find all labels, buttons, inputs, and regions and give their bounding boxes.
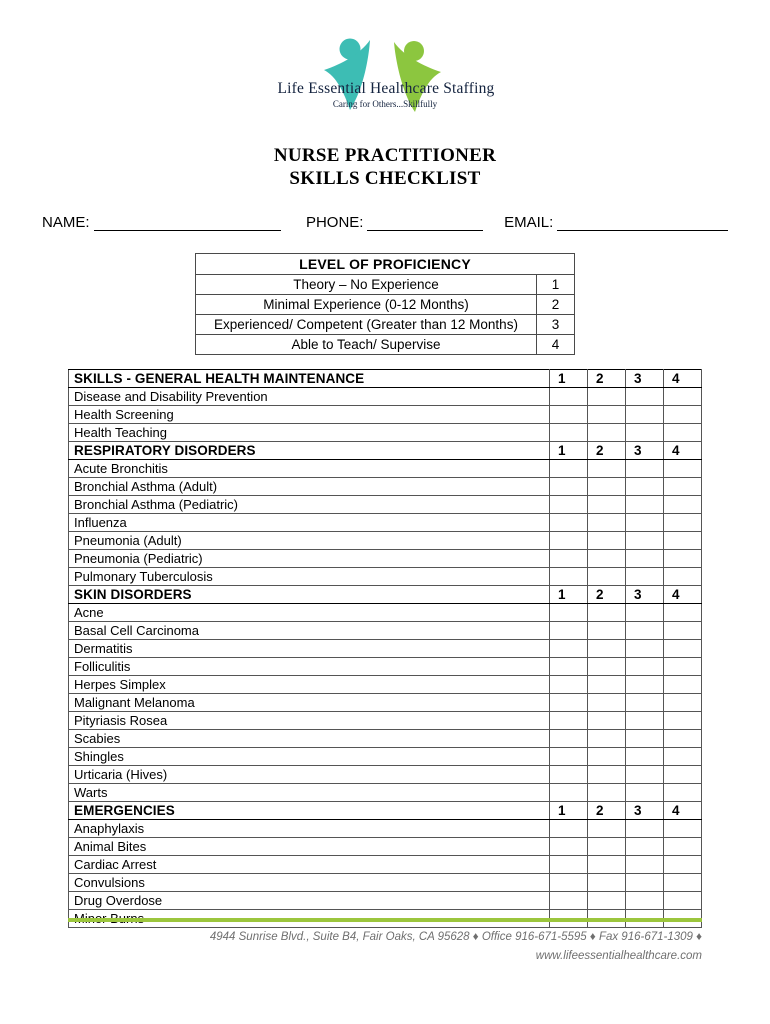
proficiency-level: 2 (537, 295, 575, 315)
phone-label: PHONE: (305, 214, 364, 231)
skills-row (69, 820, 702, 838)
proficiency-row (196, 335, 575, 355)
footer-divider (68, 918, 702, 922)
skill-rating-cell-1[interactable] (550, 460, 588, 478)
skill-rating-cell-2[interactable] (588, 856, 626, 874)
proficiency-label: Able to Teach/ Supervise (196, 335, 537, 355)
logo-text (278, 80, 493, 109)
rank-column-header-1: 1 (550, 586, 588, 604)
skills-row (69, 748, 702, 766)
skill-rating-cell-2[interactable] (588, 784, 626, 802)
skill-rating-cell-4[interactable] (664, 568, 702, 586)
skill-rating-cell-4[interactable] (664, 748, 702, 766)
skills-section-title: SKIN DISORDERS (69, 586, 550, 604)
skill-rating-cell-3[interactable] (626, 388, 664, 406)
skills-section-title: RESPIRATORY DISORDERS (69, 442, 550, 460)
skill-rating-cell-3[interactable] (626, 532, 664, 550)
proficiency-level: 4 (537, 335, 575, 355)
skill-label: Scabies (69, 730, 550, 748)
skills-row (69, 730, 702, 748)
skill-rating-cell-1[interactable] (550, 676, 588, 694)
skill-rating-cell-1[interactable] (550, 496, 588, 514)
skills-row (69, 460, 702, 478)
skill-label: Urticaria (Hives) (69, 766, 550, 784)
skill-rating-cell-4[interactable] (664, 658, 702, 676)
skills-row (69, 604, 702, 622)
skill-rating-cell-4[interactable] (664, 874, 702, 892)
skill-rating-cell-4[interactable] (664, 856, 702, 874)
rank-column-header-2: 2 (588, 442, 626, 460)
skill-rating-cell-1[interactable] (550, 622, 588, 640)
skill-label: Pneumonia (Pediatric) (69, 550, 550, 568)
skill-rating-cell-3[interactable] (626, 478, 664, 496)
proficiency-label: Theory – No Experience (196, 275, 537, 295)
skill-rating-cell-3[interactable] (626, 730, 664, 748)
skill-rating-cell-4[interactable] (664, 712, 702, 730)
skill-label: Bronchial Asthma (Adult) (69, 478, 550, 496)
skills-section-header (69, 370, 702, 388)
skill-label: Influenza (69, 514, 550, 532)
skill-rating-cell-1[interactable] (550, 784, 588, 802)
skills-row (69, 784, 702, 802)
skill-rating-cell-2[interactable] (588, 388, 626, 406)
letterhead-logo (0, 0, 770, 122)
skill-rating-cell-4[interactable] (664, 532, 702, 550)
skill-rating-cell-2[interactable] (588, 550, 626, 568)
footer-website[interactable]: www.lifeessentialhealthcare.com (535, 950, 702, 962)
skill-rating-cell-4[interactable] (664, 388, 702, 406)
skills-section-header (69, 802, 702, 820)
skill-rating-cell-1[interactable] (550, 838, 588, 856)
skill-rating-cell-3[interactable] (626, 874, 664, 892)
skill-rating-cell-4[interactable] (664, 892, 702, 910)
skill-label: Shingles (69, 748, 550, 766)
skill-label: Pulmonary Tuberculosis (69, 568, 550, 586)
skill-rating-cell-3[interactable] (626, 766, 664, 784)
logo-tagline: Caring for Others...Skillfully (332, 99, 438, 109)
page-title (0, 144, 770, 190)
rank-column-header-3: 3 (626, 802, 664, 820)
skills-section-header (69, 586, 702, 604)
skill-rating-cell-4[interactable] (664, 820, 702, 838)
rank-column-header-1: 1 (550, 802, 588, 820)
rank-column-header-1: 1 (550, 370, 588, 388)
skill-rating-cell-1[interactable] (550, 388, 588, 406)
rank-column-header-2: 2 (588, 370, 626, 388)
skill-label: Drug Overdose (69, 892, 550, 910)
proficiency-table (195, 253, 575, 355)
skill-label: Herpes Simplex (69, 676, 550, 694)
skill-label: Animal Bites (69, 838, 550, 856)
skills-row (69, 478, 702, 496)
skill-rating-cell-4[interactable] (664, 478, 702, 496)
skill-label: Convulsions (69, 874, 550, 892)
rank-column-header-3: 3 (626, 370, 664, 388)
skill-rating-cell-2[interactable] (588, 460, 626, 478)
skill-rating-cell-1[interactable] (550, 712, 588, 730)
skill-rating-cell-4[interactable] (664, 640, 702, 658)
skill-label: Dermatitis (69, 640, 550, 658)
skill-rating-cell-3[interactable] (626, 658, 664, 676)
footer-address: 4944 Sunrise Blvd., Suite B4, Fair Oaks, CA 95628 ♦ Office 916-671-5595 ♦ Fax 916-671-1309 ♦ (209, 931, 702, 943)
skills-row (69, 892, 702, 910)
skill-rating-cell-3[interactable] (626, 676, 664, 694)
skill-rating-cell-1[interactable] (550, 424, 588, 442)
skill-label: Basal Cell Carcinoma (69, 622, 550, 640)
proficiency-level: 1 (537, 275, 575, 295)
skills-row (69, 424, 702, 442)
skill-rating-cell-1[interactable] (550, 550, 588, 568)
rank-column-header-4: 4 (664, 442, 702, 460)
skill-rating-cell-2[interactable] (588, 478, 626, 496)
skill-rating-cell-1[interactable] (550, 820, 588, 838)
page-title-line-1: NURSE PRACTITIONER (273, 145, 497, 166)
skill-rating-cell-3[interactable] (626, 622, 664, 640)
skill-rating-cell-2[interactable] (588, 712, 626, 730)
skill-rating-cell-3[interactable] (626, 424, 664, 442)
skill-rating-cell-4[interactable] (664, 676, 702, 694)
skill-rating-cell-3[interactable] (626, 892, 664, 910)
skill-label: Folliculitis (69, 658, 550, 676)
page-title-line-2: SKILLS CHECKLIST (289, 168, 481, 189)
skill-rating-cell-1[interactable] (550, 748, 588, 766)
skill-rating-cell-2[interactable] (588, 424, 626, 442)
proficiency-header: LEVEL OF PROFICIENCY (196, 254, 575, 275)
skill-rating-cell-1[interactable] (550, 658, 588, 676)
skill-rating-cell-1[interactable] (550, 874, 588, 892)
skill-label: Health Screening (69, 406, 550, 424)
skill-rating-cell-4[interactable] (664, 730, 702, 748)
skill-rating-cell-2[interactable] (588, 604, 626, 622)
proficiency-label: Minimal Experience (0-12 Months) (196, 295, 537, 315)
skill-rating-cell-3[interactable] (626, 604, 664, 622)
skills-row (69, 532, 702, 550)
skill-rating-cell-1[interactable] (550, 406, 588, 424)
skill-rating-cell-1[interactable] (550, 892, 588, 910)
skills-section-title: SKILLS - GENERAL HEALTH MAINTENANCE (69, 370, 550, 388)
skill-rating-cell-1[interactable] (550, 694, 588, 712)
skill-rating-cell-2[interactable] (588, 568, 626, 586)
skills-row (69, 838, 702, 856)
logo-graphic (278, 30, 493, 122)
skills-row (69, 694, 702, 712)
skill-label: Acute Bronchitis (69, 460, 550, 478)
skill-rating-cell-3[interactable] (626, 748, 664, 766)
footer (68, 928, 702, 966)
skill-label: Malignant Melanoma (69, 694, 550, 712)
skill-rating-cell-1[interactable] (550, 478, 588, 496)
rank-column-header-4: 4 (664, 802, 702, 820)
skill-label: Warts (69, 784, 550, 802)
rank-column-header-3: 3 (626, 442, 664, 460)
skill-rating-cell-1[interactable] (550, 532, 588, 550)
skill-rating-cell-4[interactable] (664, 550, 702, 568)
rank-column-header-2: 2 (588, 586, 626, 604)
skill-rating-cell-2[interactable] (588, 640, 626, 658)
skill-rating-cell-2[interactable] (588, 514, 626, 532)
skill-rating-cell-4[interactable] (664, 514, 702, 532)
skill-rating-cell-2[interactable] (588, 406, 626, 424)
skill-label: Pneumonia (Adult) (69, 532, 550, 550)
skill-rating-cell-4[interactable] (664, 622, 702, 640)
skill-label: Anaphylaxis (69, 820, 550, 838)
skill-rating-cell-4[interactable] (664, 694, 702, 712)
skill-rating-cell-3[interactable] (626, 640, 664, 658)
name-label: NAME: (42, 214, 90, 231)
skills-row (69, 676, 702, 694)
proficiency-body (196, 275, 575, 355)
proficiency-level: 3 (537, 315, 575, 335)
skills-row (69, 658, 702, 676)
skill-rating-cell-3[interactable] (626, 550, 664, 568)
skill-rating-cell-1[interactable] (550, 730, 588, 748)
skill-rating-cell-1[interactable] (550, 568, 588, 586)
skill-rating-cell-3[interactable] (626, 406, 664, 424)
rank-column-header-2: 2 (588, 802, 626, 820)
skill-label: Health Teaching (69, 424, 550, 442)
skills-row (69, 550, 702, 568)
email-label: EMAIL: (504, 214, 554, 231)
skill-rating-cell-3[interactable] (626, 856, 664, 874)
proficiency-legend (0, 253, 770, 355)
skills-section-title: EMERGENCIES (69, 802, 550, 820)
skill-rating-cell-4[interactable] (664, 838, 702, 856)
skill-rating-cell-2[interactable] (588, 820, 626, 838)
proficiency-header-row (196, 254, 575, 275)
skills-row (69, 856, 702, 874)
skill-label: Bronchial Asthma (Pediatric) (69, 496, 550, 514)
name-input[interactable] (94, 216, 282, 231)
skill-label: Disease and Disability Prevention (69, 388, 550, 406)
logo-company-name: Life Essential Healthcare Staffing (277, 80, 495, 97)
skill-rating-cell-3[interactable] (626, 712, 664, 730)
skills-row (69, 622, 702, 640)
skill-rating-cell-3[interactable] (626, 496, 664, 514)
skill-rating-cell-2[interactable] (588, 532, 626, 550)
skill-label: Pityriasis Rosea (69, 712, 550, 730)
skill-rating-cell-3[interactable] (626, 784, 664, 802)
skill-rating-cell-4[interactable] (664, 784, 702, 802)
proficiency-row (196, 295, 575, 315)
skills-row (69, 496, 702, 514)
rank-column-header-1: 1 (550, 442, 588, 460)
skill-rating-cell-4[interactable] (664, 460, 702, 478)
skill-rating-cell-2[interactable] (588, 874, 626, 892)
phone-input[interactable] (367, 216, 483, 231)
skills-row (69, 568, 702, 586)
skills-row (69, 766, 702, 784)
skills-row (69, 388, 702, 406)
skill-label: Cardiac Arrest (69, 856, 550, 874)
rank-column-header-4: 4 (664, 586, 702, 604)
skill-rating-cell-2[interactable] (588, 496, 626, 514)
skills-row (69, 640, 702, 658)
skill-rating-cell-4[interactable] (664, 424, 702, 442)
proficiency-row (196, 315, 575, 335)
skill-rating-cell-3[interactable] (626, 838, 664, 856)
skill-rating-cell-1[interactable] (550, 766, 588, 784)
skill-rating-cell-1[interactable] (550, 514, 588, 532)
skill-rating-cell-1[interactable] (550, 856, 588, 874)
rank-column-header-3: 3 (626, 586, 664, 604)
skill-rating-cell-2[interactable] (588, 622, 626, 640)
skill-rating-cell-2[interactable] (588, 694, 626, 712)
skill-rating-cell-2[interactable] (588, 748, 626, 766)
skill-rating-cell-3[interactable] (626, 820, 664, 838)
proficiency-label: Experienced/ Competent (Greater than 12 Months) (196, 315, 537, 335)
skill-rating-cell-4[interactable] (664, 766, 702, 784)
skill-rating-cell-4[interactable] (664, 496, 702, 514)
skill-rating-cell-1[interactable] (550, 604, 588, 622)
skills-table-body (69, 370, 702, 928)
skill-rating-cell-2[interactable] (588, 730, 626, 748)
skill-rating-cell-2[interactable] (588, 658, 626, 676)
identity-row (42, 214, 728, 231)
rank-column-header-4: 4 (664, 370, 702, 388)
proficiency-row (196, 275, 575, 295)
skill-rating-cell-4[interactable] (664, 604, 702, 622)
skill-rating-cell-2[interactable] (588, 676, 626, 694)
skills-checklist (68, 369, 702, 928)
skill-rating-cell-2[interactable] (588, 766, 626, 784)
skill-rating-cell-3[interactable] (626, 694, 664, 712)
skill-rating-cell-1[interactable] (550, 640, 588, 658)
skills-row (69, 514, 702, 532)
skills-row (69, 712, 702, 730)
skill-rating-cell-2[interactable] (588, 838, 626, 856)
skill-label: Acne (69, 604, 550, 622)
skill-rating-cell-2[interactable] (588, 892, 626, 910)
skill-rating-cell-3[interactable] (626, 514, 664, 532)
skill-rating-cell-3[interactable] (626, 568, 664, 586)
skills-table (68, 369, 702, 928)
skills-row (69, 874, 702, 892)
email-input[interactable] (557, 216, 728, 231)
skills-section-header (69, 442, 702, 460)
skills-row (69, 406, 702, 424)
skill-rating-cell-4[interactable] (664, 406, 702, 424)
skill-rating-cell-3[interactable] (626, 460, 664, 478)
